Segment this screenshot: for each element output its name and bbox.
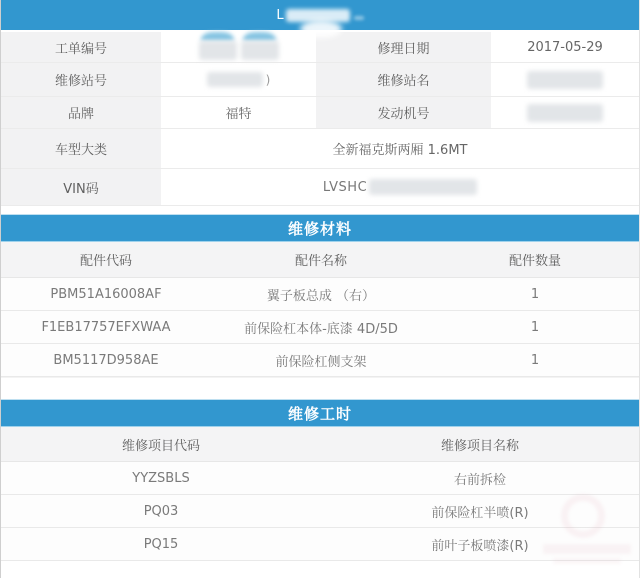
part-name: 前保险杠侧支架 [275, 354, 367, 370]
redacted-value [241, 32, 279, 60]
labor-name: 右前拆检 [453, 472, 506, 488]
materials-header-row [1, 242, 639, 278]
redacted-value [241, 41, 279, 60]
station-number-value [161, 63, 316, 96]
part-code: F1EB17757EFXWAA [41, 319, 171, 335]
labor-code-header: 维修项目代码 [121, 438, 200, 454]
station-name-value [491, 63, 639, 96]
table-row [1, 63, 639, 97]
repair-date-value: 2017-05-29 [491, 32, 639, 62]
top-title-bar [1, 0, 639, 30]
labor-section [1, 399, 639, 561]
table-row [1, 462, 639, 495]
engine-number-label: 发动机号 [316, 97, 491, 128]
model-category-label: 车型大类 [1, 129, 161, 168]
part-qty-header: 配件数量 [508, 254, 561, 269]
station-number-visible-char: ) [265, 72, 271, 87]
part-qty: 1 [530, 319, 540, 335]
work-order-number-label: 工单编号 [1, 32, 161, 62]
part-name: 翼子板总成 （右） [266, 288, 376, 304]
materials-section-title: 维修材料 [1, 214, 639, 242]
labor-header-row [1, 427, 639, 462]
vehicle-info-table [1, 32, 639, 206]
labor-name: 前保险杠半喷(R) [431, 505, 529, 521]
model-category-value: 全新福克斯两厢 1.6MT [161, 129, 639, 168]
work-order-number-value [161, 32, 316, 62]
labor-code: PQ03 [143, 503, 179, 519]
redacted-value [369, 179, 477, 195]
table-row [1, 97, 639, 129]
engine-number-value [491, 97, 639, 128]
part-name: 前保险杠本体-底漆 4D/5D [244, 321, 398, 337]
brand-value: 福特 [161, 97, 316, 128]
redacted-value [527, 104, 603, 122]
labor-name: 前叶子板喷漆(R) [431, 538, 529, 554]
redaction-blur-artifact [300, 20, 342, 38]
station-number-label: 维修站号 [1, 63, 161, 96]
station-name-label: 维修站名 [316, 63, 491, 96]
vin-label: VIN码 [1, 169, 161, 205]
labor-code: YYZSBLS [132, 470, 190, 486]
redaction-blur-artifact [243, 32, 276, 41]
labor-name-header: 维修项目名称 [440, 438, 519, 454]
table-row [1, 528, 639, 561]
divider [1, 206, 639, 214]
table-row [1, 169, 639, 206]
table-row [1, 129, 639, 169]
redacted-value [199, 32, 237, 60]
brand-label: 品牌 [1, 97, 161, 128]
redacted-value [527, 71, 603, 89]
divider [1, 377, 639, 399]
repair-date-label: 修理日期 [316, 32, 491, 62]
table-row [1, 495, 639, 528]
part-name-header: 配件名称 [294, 254, 347, 269]
labor-section-title: 维修工时 [1, 399, 639, 427]
redaction-blur-artifact [201, 32, 234, 41]
part-qty: 1 [530, 286, 540, 302]
labor-code: PQ15 [143, 536, 179, 552]
page-title-prefix: L [276, 7, 284, 23]
table-row [1, 344, 639, 377]
vin-value [161, 169, 639, 205]
part-code: BM5117D958AE [53, 352, 159, 368]
part-code-header: 配件代码 [79, 254, 132, 269]
table-row [1, 278, 639, 311]
redacted-value [199, 41, 237, 60]
redacted-title-tail [354, 16, 364, 20]
part-code: PBM51A16008AF [50, 286, 162, 302]
table-row [1, 311, 639, 344]
materials-section [1, 214, 639, 377]
redacted-value [207, 72, 263, 87]
vin-visible-prefix: LVSHC [322, 179, 368, 195]
part-qty: 1 [530, 352, 540, 368]
